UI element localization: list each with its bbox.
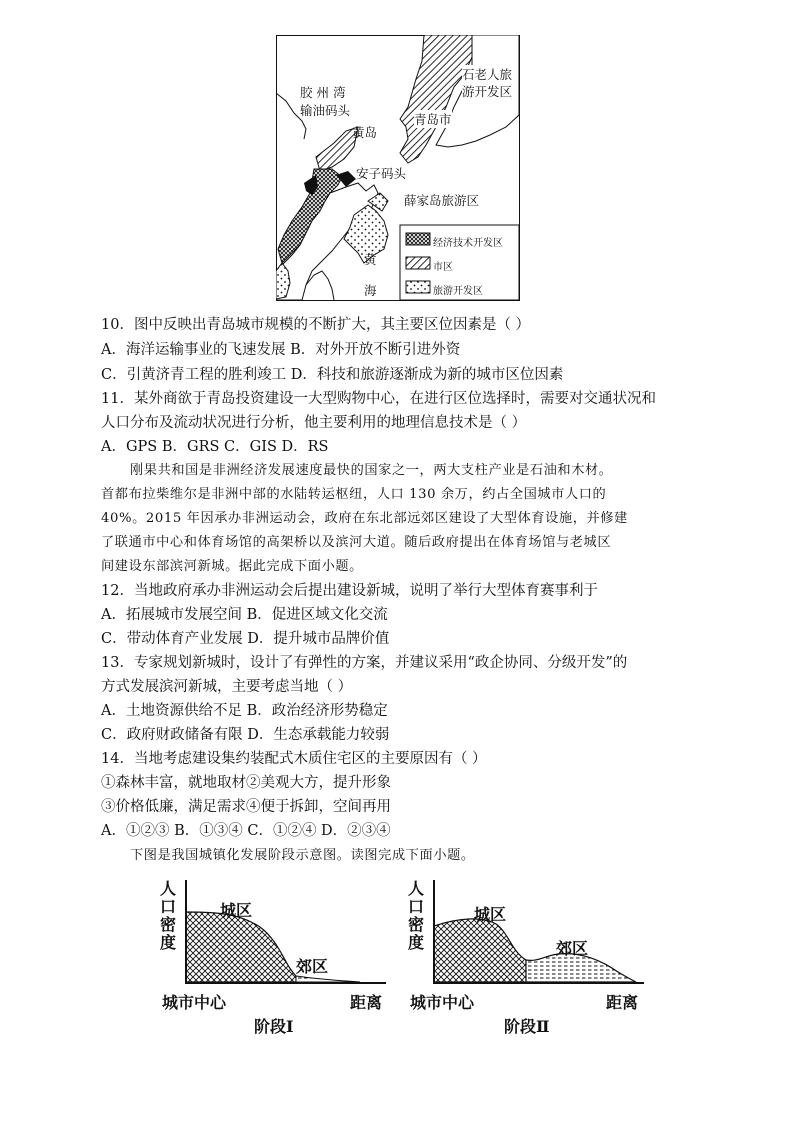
qingdao-map [276,35,520,301]
stage-2-diagram [408,872,648,1042]
label-shilaoren-2: 游开发区 [462,84,513,99]
stage-1-distance-label: 距离 [350,993,383,1012]
legend-tourism: 旅游开发区 [433,286,483,297]
passage-line-4: 了联通市中心和体育场馆的高架桥以及滨河大道。随后政府提出在体育场馆与老城区 [101,535,612,550]
q11-stem-2: 人口分布及流动状况进行分析，他主要利用的地理信息技术是（ ） [101,415,527,431]
q10-stem: 10．图中反映出青岛城市规模的不断扩大，其主要区位因素是（ ） [101,317,531,333]
q14-statements-12: ①森林丰富，就地取材②美观大方，提升形象 [101,775,391,791]
passage-line-1: 刚果共和国是非洲经济发展速度最快的国家之一，两大支柱产业是石油和木材。 [130,463,613,478]
q14-statements-34: ③价格低廉，满足需求④便于拆卸，空间再用 [101,799,391,815]
q10-options-ab: A．海洋运输事业的飞速发展 B．对外开放不断引进外资 [101,342,461,358]
label-sea: 海 [364,283,377,298]
passage-line-2: 首都布拉柴维尔是非洲中部的水陆转运枢纽，人口 130 余万，约占全国城市人口的 [101,487,607,502]
stage-2-suburb-label: 郊区 [556,939,589,958]
label-oil-terminal: 输油码头 [300,103,351,118]
label-huangdao: 黄岛 [352,125,378,140]
stage-1-suburb-label: 郊区 [296,957,329,976]
q13-options-ab: A．土地资源供给不足 B．政治经济形势稳定 [101,703,388,719]
q10-options-cd: C．引黄济青工程的胜利竣工 D．科技和旅游逐渐成为新的城市区位因素 [101,367,564,383]
q13-stem-1: 13．专家规划新城时，设计了有弹性的方案，并建议采用“政企协同、分级开发”的 [101,655,628,671]
stage-2-distance-label: 距离 [606,993,639,1012]
label-anzi-terminal: 安子码头 [356,166,407,181]
intro-urbanization: 下图是我国城镇化发展阶段示意图。读图完成下面小题。 [130,848,475,863]
label-yellow: 黄 [364,252,377,267]
label-shilaoren-1: 石老人旅 [462,67,513,82]
legend-urban: 市区 [433,262,453,273]
stage-2-ylabel: 人口密度 [408,879,425,952]
stage-2-title: 阶段Ⅱ [504,1017,550,1036]
q11-stem-1: 11．某外商欲于青岛投资建设一大型购物中心，在进行区位选择时，需要对交通状况和 [101,391,656,407]
passage-line-5: 间建设东部滨河新城。据此完成下面小题。 [101,559,363,574]
stage-2-urban-label: 城区 [474,905,507,924]
stage-2-center-label: 城市中心 [410,993,475,1012]
label-qingdao-city: 青岛市 [414,112,452,127]
q12-options-ab: A．拓展城市发展空间 B．促进区域文化交流 [101,607,388,623]
q14-options: A．①②③ B．①③④ C．①②④ D．②③④ [101,823,391,839]
label-xuejia-island: 薛家岛旅游区 [404,193,480,208]
stage-1-diagram [160,872,390,1042]
q12-options-cd: C．带动体育产业发展 D．提升城市品牌价值 [101,631,390,647]
legend-economic-zone: 经济技术开发区 [433,238,503,249]
stage-1-center-label: 城市中心 [162,993,227,1012]
stage-1-ylabel: 人口密度 [160,879,177,952]
q13-options-cd: C．政府财政储备有限 D．生态承载能力较弱 [101,727,390,743]
stage-1-urban-label: 城区 [220,901,253,920]
q11-options: A．GPS B．GRS C．GIS D．RS [101,439,329,455]
label-jiaozhou-bay: 胶 州 湾 [300,85,346,100]
passage-line-3: 40%。2015 年因承办非洲运动会，政府在东北部远郊区建设了大型体育设施，并修建 [101,511,628,526]
stage-1-title: 阶段Ⅰ [254,1017,294,1036]
q13-stem-2: 方式发展滨河新城，主要考虑当地（ ） [101,679,353,695]
q14-stem: 14．当地考虑建设集约装配式木质住宅区的主要原因有（ ） [101,751,487,767]
q12-stem: 12．当地政府承办非洲运动会后提出建设新城，说明了举行大型体育赛事利于 [101,583,598,599]
